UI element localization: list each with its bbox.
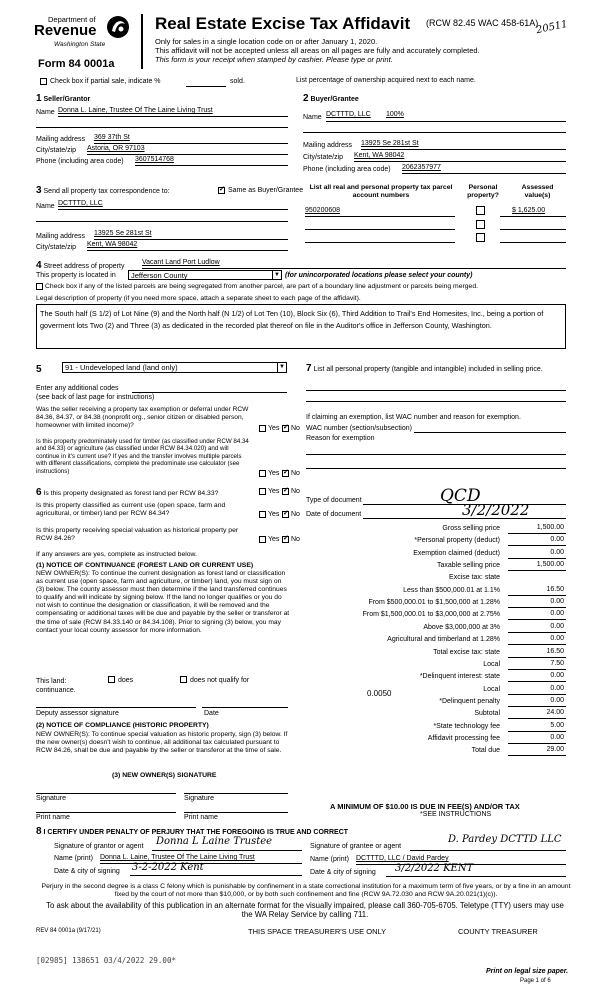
calc-value-line [508,743,566,744]
calc-label: Gross selling price [442,525,500,532]
owner-print-label-2: Print name [184,814,218,821]
correspondence-mailing-field[interactable]: 13925 Se 281st St [94,230,152,237]
minimum-due-note: A MINIMUM OF $10.00 IS DUE IN FEE(S) AND/OR TAX [330,802,520,811]
exemption-no-checkbox[interactable] [282,425,289,432]
this-land-label: This land: [36,678,67,685]
grantee-print-label: Name (print) [310,856,349,863]
legal-description-field[interactable] [36,304,566,349]
partial-sale-checkbox[interactable] [40,78,47,85]
grantee-date-label: Date & city of signing [310,869,376,876]
dor-logo [34,14,134,64]
calc-value-line [508,706,566,707]
assessed-line-2 [500,229,566,230]
calc-label: Local [483,685,500,693]
calc-value[interactable]: 1,500.00 [536,561,564,569]
deputy-signature-label: Deputy assessor signature [36,710,119,717]
calc-value-line [508,533,566,534]
personal-property-header: Personal property? [467,184,499,199]
correspondence-mailing-line [94,239,288,240]
land-use-select-value: 91 - Undeveloped land (land only) [65,363,178,372]
continuance-label: continuance. [36,687,76,694]
calc-value-line [508,607,566,608]
owner-signature-line-2[interactable] [184,793,288,794]
section-1-heading: 1 Seller/Grantor [36,93,91,104]
additional-codes-field[interactable] [132,392,287,393]
logo-revenue: Revenue [34,22,97,39]
segregated-label: Check box if any of the listed parcels are being segregated from another parcel, are part of a boundary line adjustment or parcels being merged. [45,283,478,290]
calc-value[interactable]: 16.50 [546,585,564,593]
seller-mailing-field[interactable]: 369 37th St [94,134,130,141]
form-number: Form 84 0001a [38,58,115,70]
calc-label: Excise tax: state [449,574,500,582]
forest-no-checkbox[interactable] [282,488,289,495]
calc-label: Taxable selling price [436,562,500,570]
county-select-value: Jefferson County [131,271,188,280]
owner-print-label-1: Print name [36,814,70,821]
grantee-print-name[interactable]: DCTTTD, LLC / David Pardey [356,855,449,862]
seller-mailing-label: Mailing address [36,136,86,143]
partial-sale-percent-field[interactable] [186,86,226,87]
logo-department: Department of [48,15,96,24]
forest-yes-checkbox[interactable] [259,488,266,495]
doc-type-field[interactable]: QCD [440,486,481,506]
located-in-label: This property is located in [36,272,116,279]
timber-no-checkbox[interactable] [282,470,289,477]
calc-value[interactable]: 0.00 [550,672,564,680]
calc-label: Agricultural and timberland at 1.28% [387,636,500,644]
calc-label: *Personal property (deduct) [414,537,500,545]
perjury-notice: Perjury in the second degree is a class C felony which is punishable by confinement in a state correctional institution for a maximum term of five years, or by a fine in an amount fixed by the court of not more than $10,000, or by both such confinement and fine (RCW 9A.72.030 and RCW 9A.20.021(1)(c)). [41,883,571,898]
accessibility-notice: To ask about the availability of this publication in an alternate format for the visually impaired, please call 360-705-6705. Teletype (TTY) users may use the WA Relay Service by calling 711. [46,901,564,919]
seller-city-label: City/state/zip [36,147,77,154]
calc-value[interactable]: 5.00 [550,721,564,729]
correspondence-city-line [87,250,288,251]
reason-line-2[interactable] [306,468,566,469]
calc-value[interactable]: 0.00 [550,635,564,643]
page-number: Page 1 of 6 [520,978,551,984]
assessed-line-3 [500,242,566,243]
county-treasurer-label: COUNTY TREASURER [458,927,538,936]
calc-value-line [508,644,566,645]
deputy-date-label: Date [204,710,219,717]
grantee-signature-line [410,850,566,851]
calc-value[interactable]: 0.00 [550,684,564,692]
partial-sale-sold: sold. [230,78,245,85]
ownership-note: List percentage of ownership acquired next to each name. [296,77,476,84]
form-rcw: (RCW 82.45 WAC 458-61A) [426,18,539,28]
owner-print-line-1[interactable] [36,812,176,813]
treasurer-use-label: THIS SPACE TREASURER'S USE ONLY [248,927,387,936]
parcel-line-2 [305,229,455,230]
calc-value[interactable]: 0.00 [550,548,564,556]
current-use-no-checkbox[interactable] [282,511,289,518]
buyer-phone-line [402,173,566,174]
timber-yes-label: Yes [268,470,280,477]
notice-continuance-heading: (1) NOTICE OF CONTINUANCE (FOREST LAND OR CURRENT USE) [36,562,254,569]
header-line-3: This form is your receipt when stamped by cashier. Please type or print. [155,55,393,64]
calc-value[interactable]: 1,500.00 [536,524,564,531]
chevron-down-icon: ▼ [272,271,281,280]
calc-value[interactable]: 29.00 [546,746,564,754]
timber-question: Is this property predominately used for timber (as classified under RCW 84.34 and 84.33) or agriculture (as classified under RCW 84.34.020) and will continue in it's current use? If yes and the transfer involves multiple parcels with different classifications, complete the predominate use calculator (see instructions) [36,438,249,475]
county-note: (for unincorporated locations please select your county) [285,272,473,279]
reason-label: Reason for exemption [306,435,375,442]
see-instructions-note: *SEE INSTRUCTIONS [420,811,492,818]
calc-label: From $1,500,000.01 to $3,000,000 at 2.75% [362,611,500,619]
calc-value-line [508,632,566,633]
current-use-yes-label: Yes [268,511,280,518]
historic-question: Is this property receiving special valuation as historical property per RCW 84.26? [36,527,239,542]
calc-value-line [508,694,566,695]
exemption-yes-label: Yes [268,425,280,432]
local-rate-value: 0.0050 [367,689,392,698]
grantee-signature-label: Signature of grantee or agent [310,843,402,850]
personal-property-line-2[interactable] [306,401,566,402]
seller-name-line [58,116,288,117]
seller-name-field[interactable]: Donna L. Laine, Trustee Of The Laine Living Trust [58,107,213,114]
section-7-heading: 7 List all personal property (tangible and intangible) included in selling price. [306,363,543,374]
chevron-down-icon: ▼ [277,363,286,373]
if-yes-note: If any answers are yes, complete as instructed below. [36,551,197,558]
exemption-question: Was the seller receiving a property tax exemption or deferral under RCW 84.36, 84.37, or 84.38 (nonprofit org., senior citizen or disabled person, homeowner with limited income)? [36,406,249,429]
section-4-heading: 4 Street address of property [36,260,125,271]
calc-label: Affidavit processing fee [427,734,500,742]
revision-label: REV 84 0001a (9/17/21) [36,928,101,934]
buyer-city-field[interactable]: Kent, WA 98042 [354,152,405,159]
historic-no-checkbox[interactable] [282,536,289,543]
new-owner-signature-heading: (3) NEW OWNER(S) SIGNATURE [112,772,217,779]
grantor-signature-line [152,850,302,851]
section-8-heading: 8 I CERTIFY UNDER PENALTY OF PERJURY THAT THE FOREGOING IS TRUE AND CORRECT [36,826,349,837]
does-not-qualify-checkbox[interactable] [180,676,187,683]
segregated-checkbox[interactable] [36,283,43,290]
calc-value[interactable]: 0.00 [550,610,564,618]
calc-label: From $500,000.01 to $1,500,000 at 1.28% [368,599,500,607]
wac-number-field[interactable] [414,432,566,433]
same-as-buyer-checkbox[interactable] [218,187,225,194]
does-label: does [118,677,134,684]
buyer-mailing-label: Mailing address [303,142,353,149]
print-on-legal: Print on legal size paper. [486,968,569,975]
owner-signature-line-1[interactable] [36,793,176,794]
calc-value[interactable]: 0.00 [550,622,564,630]
form-title: Real Estate Excise Tax Affidavit [155,14,411,33]
buyer-city-line [354,161,566,162]
calc-label: Total excise tax: state [433,648,500,656]
buyer-mailing-field[interactable]: 13925 Se 281st St [361,140,419,147]
calc-value-line [508,570,566,571]
assessed-value-field[interactable]: $ 1,625.00 [512,207,546,214]
forest-question: 6 Is this property designated as forest land per RCW 84.33? [36,487,219,498]
buyer-name-label: Name [303,114,322,121]
deputy-signature-line[interactable] [36,707,196,708]
grantor-date-line [130,875,302,876]
seller-name-label: Name [36,109,55,116]
handwritten-number: 20511 [535,18,569,37]
calc-value-line [508,657,566,658]
grantee-date-city[interactable]: 3/2/2022 KENT [395,863,474,874]
grantee-date-line [386,876,566,877]
calc-value-line [508,619,566,620]
timber-no-label: No [291,470,300,477]
calc-value[interactable]: 0.00 [550,598,564,606]
doc-date-label: Date of document [306,511,362,518]
buyer-city-label: City/state/zip [303,154,344,161]
additional-codes-note: (see back of last page for instructions) [36,394,155,401]
grantor-signature-label: Signature of grantor or agent [54,843,144,850]
parcel-line-1 [305,216,455,217]
owner-signature-label-2: Signature [184,795,214,802]
buyer-phone-field[interactable]: 2062357977 [402,164,441,171]
seller-extra-line [36,127,288,128]
same-as-buyer-label: Same as Buyer/Grantee [228,187,304,194]
correspondence-city-field[interactable]: Kent, WA 98042 [87,241,138,248]
calc-value-line [508,755,566,756]
calc-value-line [508,595,566,596]
owner-print-line-2[interactable] [184,812,288,813]
legal-description-label: Legal description of property (if you need more space, attach a separate sheet to each page of the affidavit). [36,295,361,302]
header-line-2: This affidavit will not be accepted unless all areas on all pages are fully and accurately completed. [155,46,480,55]
doc-date-line [363,518,566,519]
grantor-print-name[interactable]: Donna L. Laine, Trustee Of The Laine Living Trust [100,854,255,861]
notice-compliance-heading: (2) NOTICE OF COMPLIANCE (HISTORIC PROPERTY) [36,722,209,729]
current-use-question: Is this property classified as current use (open space, farm and agricultural, or timber) land per RCW 84.34? [36,502,226,517]
buyer-name-line [326,121,566,122]
calc-value-line [508,669,566,670]
grantor-signature[interactable]: Donna L Laine Trustee [156,836,273,847]
calc-value[interactable]: 16.50 [546,647,564,655]
assessed-header: Assessed value(s) [521,184,554,199]
logo-state: Washington State [54,41,106,48]
notice-continuance-body: NEW OWNER(S): To continue the current designation as forest land or classification as current use (open space, farm and agriculture, or timber) land, you must sign on (3) below. The county assessor must then determine if the land transferred continues to qualify and will indicate by signing below. If the land no longer qualifies or you do not wish to continue the designation or classification, it will be removed and the compensating or additional taxes will be due and payable by the seller or transferor at the time of sale (RCW 84.33.140 or 84.34.108). Prior to signing (3) below, you may contact your local county assessor for more information. [36,570,290,634]
exemption-no-label: No [291,425,300,432]
calc-label: *Delinquent interest: state [419,673,500,681]
does-qualify-checkbox[interactable] [108,676,115,683]
correspondence-name-field[interactable]: DCTTTD, LLC [58,200,103,207]
reason-line-1[interactable] [306,454,566,455]
calc-value-line [508,681,566,682]
correspondence-city-label: City/state/zip [36,244,77,251]
parcel-line-3 [305,242,455,243]
grantor-date-city[interactable]: 3-2-2022 Kent [132,862,204,873]
calc-value-line [508,731,566,732]
calc-label: Subtotal [474,710,500,718]
property-street-line [142,268,566,269]
section-3-heading: 3 Send all property tax correspondence to: [36,185,170,196]
seller-phone-label: Phone (including area code) [36,158,124,165]
section-2-heading: 2 Buyer/Grantee [303,93,359,104]
correspondence-name-line [58,209,288,210]
current-use-no-label: No [291,511,300,518]
calc-label: *State technology fee [433,722,500,730]
calc-value[interactable]: 0.00 [550,536,564,544]
personal-property-line-1[interactable] [306,390,566,391]
current-use-yes-checkbox[interactable] [259,511,266,518]
grantor-date-label: Date & city of signing [54,868,120,875]
calc-value-line [508,545,566,546]
swirl-logo-icon [106,14,130,42]
personal-property-checkbox-3[interactable] [476,233,485,242]
historic-no-label: No [291,536,300,543]
section-5-num: 5 [36,364,42,375]
seller-phone-line [135,165,288,166]
assessed-line-1 [500,216,566,217]
land-use-select[interactable] [62,362,287,373]
correspondence-extra-line [36,221,288,222]
personal-property-checkbox-2[interactable] [476,220,485,229]
cashier-stamp: [02985] 138651 03/4/2022 29.00* [36,956,176,965]
historic-yes-label: Yes [268,536,280,543]
calc-label: Less than $500,000.01 at 1.1% [403,586,500,594]
notice-compliance-body: NEW OWNER(S): To continue special valuation as historic property, sign (3) below. If the new owner(s) doesn't wish to continue, all additional tax calculated pursuant to RCW 84.26, shall be due and payable by the seller or transferor at the time of sale. [36,731,288,755]
header-divider [141,14,143,69]
deputy-date-line[interactable] [202,707,288,708]
doc-date-field[interactable]: 3/2/2022 [462,501,530,519]
correspondence-name-label: Name [36,203,55,210]
calc-value-line [508,718,566,719]
forest-no-label: No [291,488,300,495]
calc-label: Exemption claimed (deduct) [413,549,500,557]
forest-yes-label: Yes [268,488,280,495]
historic-yes-checkbox[interactable] [259,536,266,543]
doc-type-label: Type of document [306,497,362,504]
owner-signature-label-1: Signature [36,795,66,802]
calc-label: *Delinquent penalty [439,697,500,705]
grantor-print-label: Name (print) [54,855,93,862]
parcel-number-field[interactable]: 950200608 [305,207,341,214]
seller-mailing-line [94,143,288,144]
calc-value[interactable]: 7.50 [550,659,564,667]
calc-label: Above $3,000,000 at 3% [423,623,500,631]
additional-codes-label: Enter any additional codes [36,385,119,392]
calc-label: Total due [471,747,500,755]
calc-value-line [508,558,566,559]
buyer-mailing-line [361,149,566,150]
property-street-field[interactable]: Vacant Land Port Ludlow [142,259,220,266]
buyer-name-field[interactable]: DCTTTD, LLC [326,111,371,118]
buyer-phone-label: Phone (including area code) [303,166,391,173]
wac-number-label: WAC number (section/subsection) [306,425,412,432]
exemption-yes-checkbox[interactable] [259,425,266,432]
county-select[interactable] [128,270,282,280]
does-not-label: does not qualify for [190,677,250,684]
seller-city-field[interactable]: Astoria, OR 97103 [87,145,145,152]
seller-city-line [87,154,288,155]
calc-label: Local [483,660,500,668]
header-line-1: Only for sales in a single location code on or after January 1, 2020. [155,37,378,46]
buyer-extra-line [303,132,566,133]
calc-value[interactable]: 24.00 [546,709,564,717]
exemption-wac-note: If claiming an exemption, list WAC number and reason for exemption. [306,414,521,421]
partial-sale-label: Check box if partial sale, indicate % [50,78,161,85]
parcel-header: List all real and personal property tax parcel account numbers [309,184,453,199]
legal-description-text: The South half (S 1/2) of Lot Nine (9) and the North half (N 1/2) of Lot Ten (10), Block Six (6), Third Addition to Trail's End Homesites, Inc., being a portion of goverment lots Two (2) and Three (3) as dedicated in the recorded plat thereof on file in the Auditor's office in Jefferson County, Washington. [40,309,544,330]
correspondence-mailing-label: Mailing address [36,233,86,240]
calc-value[interactable]: 0.00 [550,696,564,704]
buyer-percent-field[interactable]: 100% [386,111,404,118]
seller-phone-field[interactable]: 3607514768 [135,156,174,163]
personal-property-checkbox-1[interactable] [476,206,485,215]
calc-value[interactable]: 0.00 [550,733,564,741]
timber-yes-checkbox[interactable] [259,470,266,477]
grantee-signature[interactable]: D. Pardey DCTTD LLC [448,834,562,845]
